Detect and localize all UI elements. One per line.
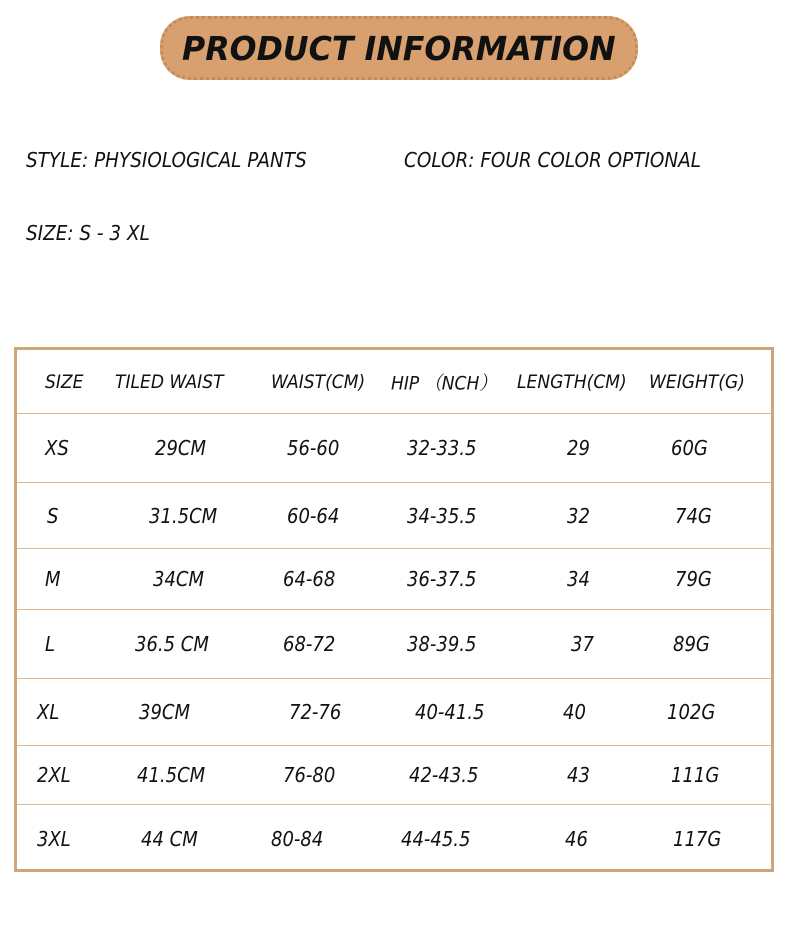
- header-tiled-waist: TILED WAIST: [115, 370, 224, 393]
- table-row: [17, 679, 771, 746]
- cell-tiled-waist: 39CM: [139, 700, 191, 724]
- cell-size: S: [47, 503, 59, 528]
- cell-weight: 89G: [673, 632, 710, 656]
- cell-waist: 60-64: [287, 503, 340, 528]
- cell-tiled-waist: 41.5CM: [137, 763, 206, 787]
- cell-waist: 68-72: [283, 632, 336, 656]
- cell-hip: 38-39.5: [407, 632, 477, 656]
- cell-tiled-waist: 36.5 CM: [135, 632, 209, 656]
- cell-hip: 42-43.5: [409, 763, 479, 787]
- header-hip: HIP （NCH）: [391, 372, 497, 394]
- table-row: [17, 805, 771, 872]
- cell-weight: 74G: [675, 503, 712, 528]
- table-row: [17, 414, 771, 483]
- cell-waist: 64-68: [283, 567, 336, 591]
- cell-waist: 80-84: [271, 826, 324, 851]
- cell-weight: 102G: [667, 700, 716, 724]
- cell-tiled-waist: 31.5CM: [149, 503, 218, 528]
- cell-size: L: [45, 632, 56, 656]
- cell-hip: 44-45.5: [401, 826, 471, 851]
- cell-waist: 72-76: [289, 700, 342, 724]
- cell-length: 37: [571, 632, 594, 656]
- cell-length: 29: [567, 436, 590, 460]
- cell-hip: 32-33.5: [407, 436, 477, 460]
- cell-weight: 60G: [671, 436, 708, 460]
- header-weight: WEIGHT(G): [649, 370, 745, 393]
- cell-size: XS: [45, 436, 69, 460]
- cell-weight: 79G: [675, 567, 712, 591]
- banner-title: PRODUCT INFORMATION: [182, 28, 616, 68]
- size-info: SIZE: S - 3 XL: [26, 221, 150, 245]
- cell-tiled-waist: 44 CM: [141, 826, 198, 851]
- color-info: COLOR: FOUR COLOR OPTIONAL: [404, 148, 701, 172]
- table-row: [17, 483, 771, 549]
- cell-size: 3XL: [37, 826, 71, 851]
- cell-size: M: [45, 567, 61, 591]
- header-waist: WAIST(CM): [271, 370, 366, 393]
- size-table: [14, 347, 774, 872]
- cell-waist: 76-80: [283, 763, 336, 787]
- table-row: [17, 549, 771, 610]
- cell-length: 40: [563, 700, 586, 724]
- cell-length: 34: [567, 567, 590, 591]
- cell-hip: 34-35.5: [407, 503, 477, 528]
- cell-size: 2XL: [37, 763, 71, 787]
- cell-tiled-waist: 29CM: [155, 436, 207, 460]
- cell-length: 43: [567, 763, 590, 787]
- style-info: STYLE: PHYSIOLOGICAL PANTS: [26, 148, 307, 172]
- cell-size: XL: [37, 700, 60, 724]
- cell-length: 32: [567, 503, 590, 528]
- cell-weight: 117G: [673, 826, 722, 851]
- table-header-row: [17, 350, 771, 414]
- cell-hip: 36-37.5: [407, 567, 477, 591]
- title-banner: [160, 16, 638, 80]
- table-row: [17, 610, 771, 679]
- cell-hip: 40-41.5: [415, 700, 485, 724]
- table-row: [17, 746, 771, 805]
- header-length: LENGTH(CM): [517, 370, 627, 393]
- cell-waist: 56-60: [287, 436, 340, 460]
- header-size: SIZE: [45, 370, 84, 393]
- cell-weight: 111G: [671, 763, 720, 787]
- cell-tiled-waist: 34CM: [153, 567, 205, 591]
- cell-length: 46: [565, 826, 588, 851]
